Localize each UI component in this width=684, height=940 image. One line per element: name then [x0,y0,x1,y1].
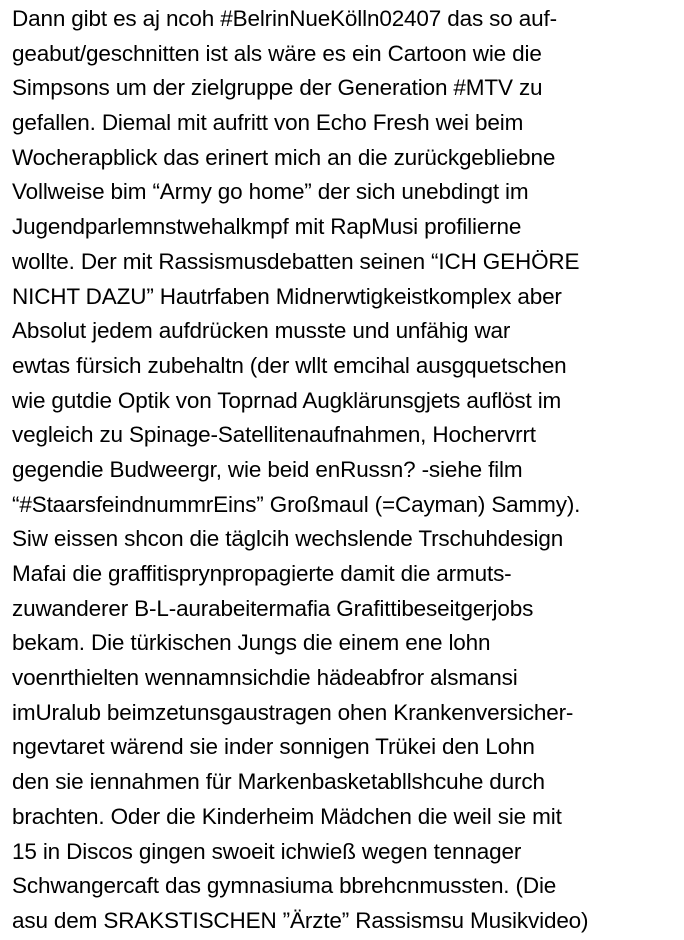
text-line: wie gutdie Optik von Toprnad Augklärunsgjets auflöst im [12,387,562,413]
text-line: ngevtaret wärend sie inder sonnigen Trükei den Lohn [12,734,535,760]
text-line: Mafai die graffitisprynpropagierte damit die armuts- [12,561,512,586]
text-line: Simpsons um der zielgruppe der Generation #MTV zu [12,75,543,101]
text-line: wollte. Der mit Rassismusdebatten seinen “ICH GEHÖRE [12,248,580,274]
text-line: asu dem SRAKSTISCHEN ”Ärzte” Rassismsu Musikvideo) [12,907,589,933]
text-line: bekam. Die türkischen Jungs die einem ene lohn [12,630,491,656]
text-line: gefallen. Diemal mit aufritt von Echo Fresh wei beim [12,110,524,136]
body-text [12,2,680,939]
text-line: Vollweise bim “Army go home” der sich unebdingt im [12,179,529,205]
text-line: Dann gibt es aj ncoh #BelrinNueKölln02407 das so auf- [12,6,557,31]
text-line: ewtas fürsich zubehaltn (der wllt emcihal ausgquetschen [12,352,567,378]
text-line: Jugendparlemnstwehalkmpf mit RapMusi profilierne [12,214,522,240]
text-line: Wocherapblick das erinert mich an die zurückgebliebne [12,144,556,170]
text-line: Schwangercaft das gymnasiuma bbrehcnmussten. (Die [12,873,557,899]
text-line: zuwanderer B-L-aurabeitermafia Grafittibeseitgerjobs [12,595,534,621]
text-line: 15 in Discos gingen swoeit ichwieß wegen tennager [12,838,522,864]
text-line: imUralub beimzetunsgaustragen ohen Krankenversicher- [12,699,574,725]
text-line: vegleich zu Spinage-Satellitenaufnahmen, Hochervrrt [12,422,536,448]
text-line: den sie iennahmen für Markenbasketabllshcuhe durch [12,769,545,795]
text-line: brachten. Oder die Kinderheim Mädchen die weil sie mit [12,803,562,829]
text-line: Siw eissen shcon die täglcih wechslende Trschuhdesign [12,526,564,552]
text-line: voenrthielten wennamnsichdie hädeabfror alsmansi [12,665,518,691]
text-line: gegendie Budweergr, wie beid enRussn? -siehe film [12,456,523,482]
text-line: NICHT DAZU” Hautrfaben Midnerwtigkeistkomplex aber [12,283,562,309]
text-line: “#StaarsfeindnummrEins” Großmaul (=Cayman) Sammy). [12,491,581,517]
text-line: geabut/geschnitten ist als wäre es ein Cartoon wie die [12,40,542,66]
text-line: Absolut jedem aufdrücken musste und unfähig war [12,318,511,344]
